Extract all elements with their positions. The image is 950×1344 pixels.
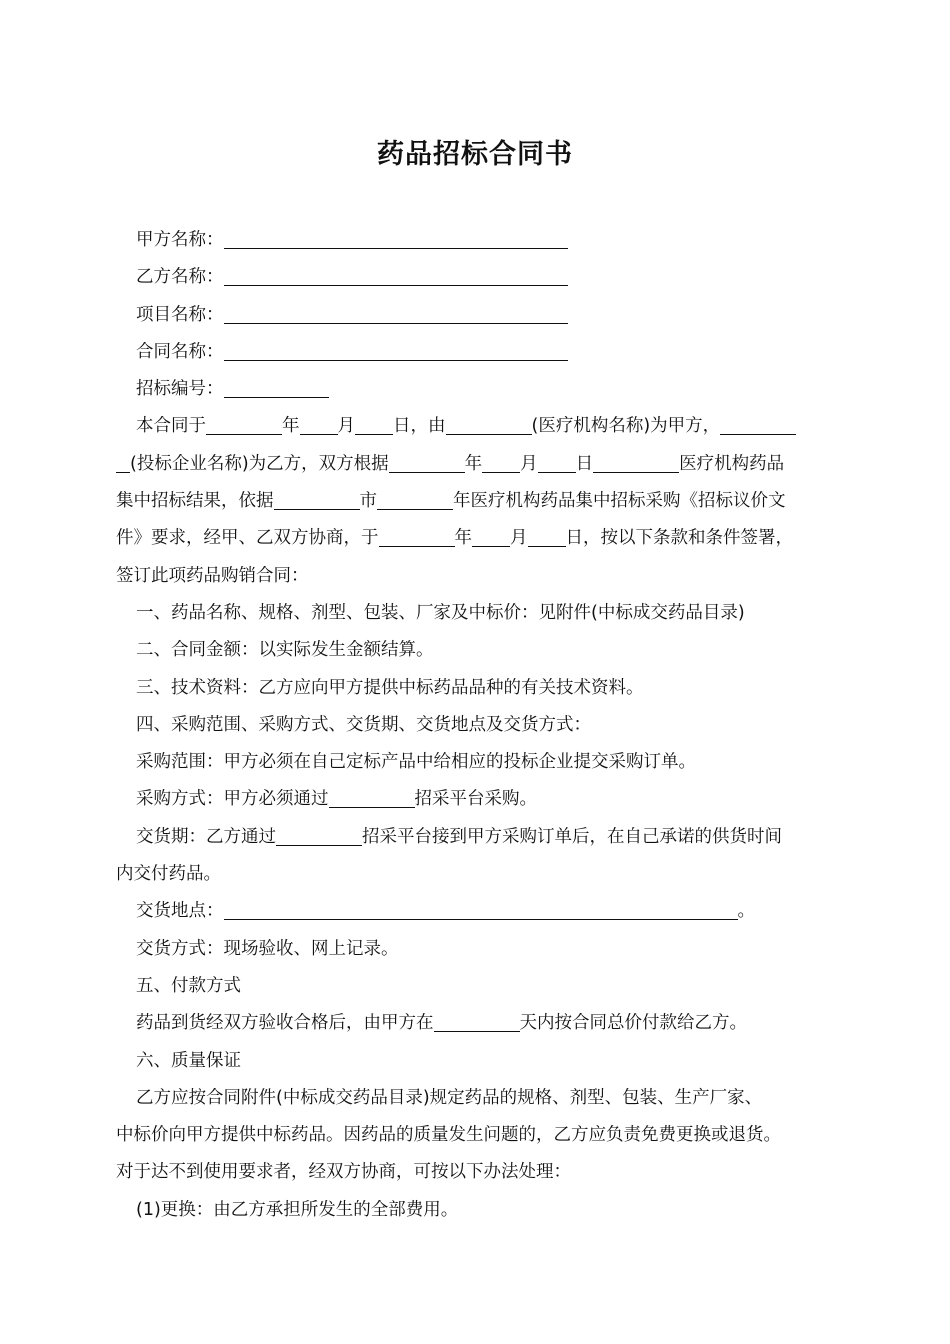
blank [355, 414, 393, 435]
clause-text: 交货地点： [136, 901, 224, 922]
clause-text: 。 [737, 901, 755, 922]
purchase-method [116, 781, 856, 818]
blank [446, 414, 532, 435]
preamble-text: 医疗机构药品 [679, 453, 785, 474]
preamble-text: 市 [359, 491, 377, 512]
preamble-text: 月 [337, 416, 355, 437]
contract-label: 合同名称： [136, 341, 224, 362]
preamble-line: 签订此项药品购销合同： [116, 565, 309, 586]
blank [224, 899, 738, 920]
blank [720, 414, 796, 435]
blank [274, 489, 360, 510]
preamble-text: (医疗机构名称)为甲方， [531, 416, 721, 437]
payment-terms [116, 1005, 856, 1042]
quality-text: 对于达不到使用要求者，经双方协商，可按以下办法处理： [116, 1162, 571, 1183]
blank [389, 452, 465, 473]
contract-blank [224, 340, 568, 361]
blank [434, 1011, 520, 1032]
party-a-field [116, 222, 856, 259]
party-b-label: 乙方名称： [136, 267, 224, 288]
document-title: 药品招标合同书 [377, 139, 573, 170]
preamble-text: 年医疗机构药品集中招标采购《招标议价文 [453, 491, 786, 512]
preamble-line [116, 520, 856, 557]
preamble-text: (投标企业名称)为乙方，双方根据 [130, 453, 389, 474]
clause-text: 采购方式：甲方必须通过 [136, 789, 329, 810]
preamble-text: 日，按以下条款和条件签署， [565, 528, 793, 549]
clause-5: 五、付款方式 [136, 975, 241, 996]
blank [482, 452, 520, 473]
party-a-blank [224, 228, 568, 249]
bid-no-label: 招标编号： [136, 379, 224, 400]
preamble-text: 集中招标结果，依据 [116, 491, 274, 512]
preamble-line [116, 408, 856, 445]
document-body [116, 222, 856, 1229]
blank [538, 452, 576, 473]
blank [377, 489, 453, 510]
clause-6: 六、质量保证 [136, 1050, 241, 1071]
blank [300, 414, 338, 435]
party-a-label: 甲方名称： [136, 230, 224, 250]
clause-text: 天内按合同总价付款给乙方。 [519, 1013, 747, 1034]
clause-1: 一、药品名称、规格、剂型、包装、厂家及中标价：见附件(中标成交药品目录) [136, 602, 745, 623]
preamble-text: 件》要求，经甲、乙双方协商，于 [116, 528, 379, 549]
bid-no-blank [224, 377, 329, 398]
blank [116, 452, 130, 473]
party-b-blank [224, 265, 568, 286]
quality-item-1: (1)更换：由乙方承担所发生的全部费用。 [136, 1199, 459, 1220]
blank [329, 787, 415, 808]
delivery-mode: 交货方式：现场验收、网上记录。 [136, 938, 399, 959]
clause-4: 四、采购范围、采购方式、交货期、交货地点及交货方式： [136, 714, 591, 735]
preamble-text: 日，由 [393, 416, 446, 437]
project-label: 项目名称： [136, 304, 224, 325]
preamble-line [116, 483, 856, 520]
blank [472, 526, 510, 547]
preamble-line [116, 446, 856, 483]
clause-2: 二、合同金额：以实际发生金额结算。 [136, 640, 434, 661]
preamble-text: 年 [454, 528, 472, 549]
blank [206, 414, 282, 435]
delivery-period-cont: 内交付药品。 [116, 864, 221, 885]
bid-no-field [116, 371, 856, 408]
clause-text: 招采平台接到甲方采购订单后，在自己承诺的供货时间 [362, 826, 782, 847]
project-field [116, 297, 856, 334]
clause-text: 招采平台采购。 [414, 789, 537, 810]
purchase-scope: 采购范围：甲方必须在自己定标产品中给相应的投标企业提交采购订单。 [136, 752, 696, 773]
quality-text: 中标价向甲方提供中标药品。因药品的质量发生问题的，乙方应负责免费更换或退货。 [116, 1125, 781, 1146]
blank [276, 825, 362, 846]
project-blank [224, 303, 568, 324]
preamble-text: 月 [520, 453, 538, 474]
clause-3: 三、技术资料：乙方应向甲方提供中标药品品种的有关技术资料。 [136, 677, 644, 698]
preamble-text: 月 [510, 528, 528, 549]
preamble-text: 年 [464, 453, 483, 474]
quality-text: 乙方应按合同附件(中标成交药品目录)规定药品的规格、剂型、包装、生产厂家、 [136, 1087, 763, 1108]
preamble-text: 本合同于 [136, 416, 206, 437]
blank [379, 526, 455, 547]
party-b-field [116, 259, 856, 296]
preamble-text: 日 [575, 453, 594, 474]
blank [528, 526, 566, 547]
preamble-text: 年 [282, 416, 300, 437]
clause-text: 药品到货经双方验收合格后，由甲方在 [136, 1013, 434, 1034]
delivery-period [116, 819, 856, 856]
blank [593, 452, 679, 473]
clause-text: 交货期：乙方通过 [136, 826, 276, 847]
delivery-place [116, 893, 856, 930]
contract-field [116, 334, 856, 371]
